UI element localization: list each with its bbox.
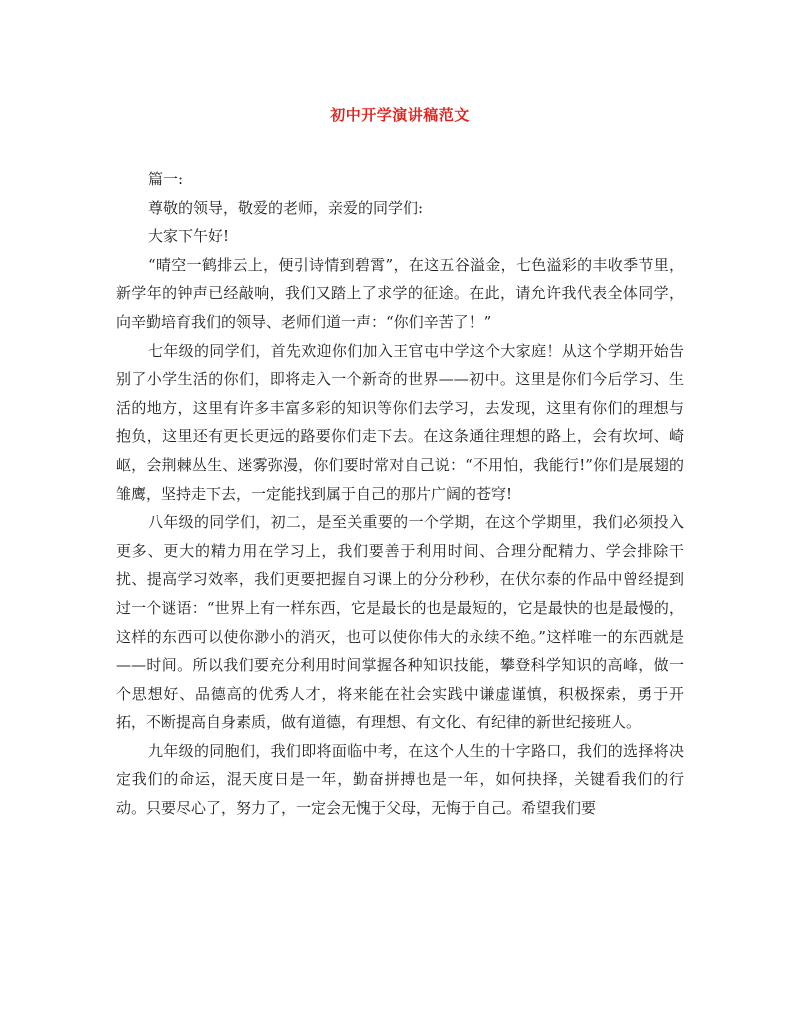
paragraph-grade-seven: 七年级的同学们，首先欢迎你们加入王官屯中学这个大家庭！从这个学期开始告别了小学生活的你们，即将走入一个新奇的世界——初中。这里是你们今后学习、生活的地方，这里有许多丰富多彩的知识等你们去学习，去发现，这里有你们的理想与抱负，这里还有更长更远的路要你们走下去。在这条通往理想的路上，会有坎坷、崎岖，会荆棘丛生、迷雾弥漫，你们要时常对自己说：“不用怕，我能行!”你们是展翅的雏鹰，坚持走下去，一定能找到属于自己的那片广阔的苍穹!	[116, 341, 684, 503]
paragraph-grade-eight: 八年级的同学们，初二，是至关重要的一个学期，在这个学期里，我们必须投入更多、更大的精力用在学习上，我们要善于利用时间、合理分配精力、学会排除干扰、提高学习效率，我们更要把握自习课上的分分秒秒，在伏尔泰的作品中曾经提到过一个谜语：“世界上有一样东西，它是最长的也是最短的，它是最快的也是最慢的，这样的东西可以使你渺小的消灭，也可以使你伟大的永续不绝。”这样唯一的东西就是——时间。所以我们要充分利用时间掌握各种知识技能，攀登科学知识的高峰，做一个思想好、品德高的优秀人才，将来能在社会实践中谦虚谨慎，积极探索，勇于开拓，不断提高自身素质，做有道德，有理想、有文化、有纪律的新世纪接班人。	[116, 513, 684, 732]
section-heading: 篇一:	[148, 170, 184, 188]
document-body	[116, 165, 684, 823]
paragraph-grade-nine: 九年级的同胞们，我们即将面临中考，在这个人生的十字路口，我们的选择将决定我们的命运，混天度日是一年，勤奋拼搏也是一年，如何抉择，关键看我们的行动。只要尽心了，努力了，一定会无愧于父母，无悔于自己。希望我们要	[116, 741, 684, 818]
document-title: 初中开学演讲稿范文	[330, 106, 470, 124]
salutation: 尊敬的领导，敬爱的老师，亲爱的同学们:	[148, 198, 424, 217]
greeting: 大家下午好!	[148, 227, 230, 246]
paragraph-opening: “晴空一鹤排云上，便引诗情到碧霄”，在这五谷溢金，七色溢彩的丰收季节里，新学年的钟声已经敲响，我们又踏上了求学的征途。在此，请允许我代表全体同学，向辛勤培育我们的领导、老师们道一声：“你们辛苦了！”	[116, 255, 684, 331]
